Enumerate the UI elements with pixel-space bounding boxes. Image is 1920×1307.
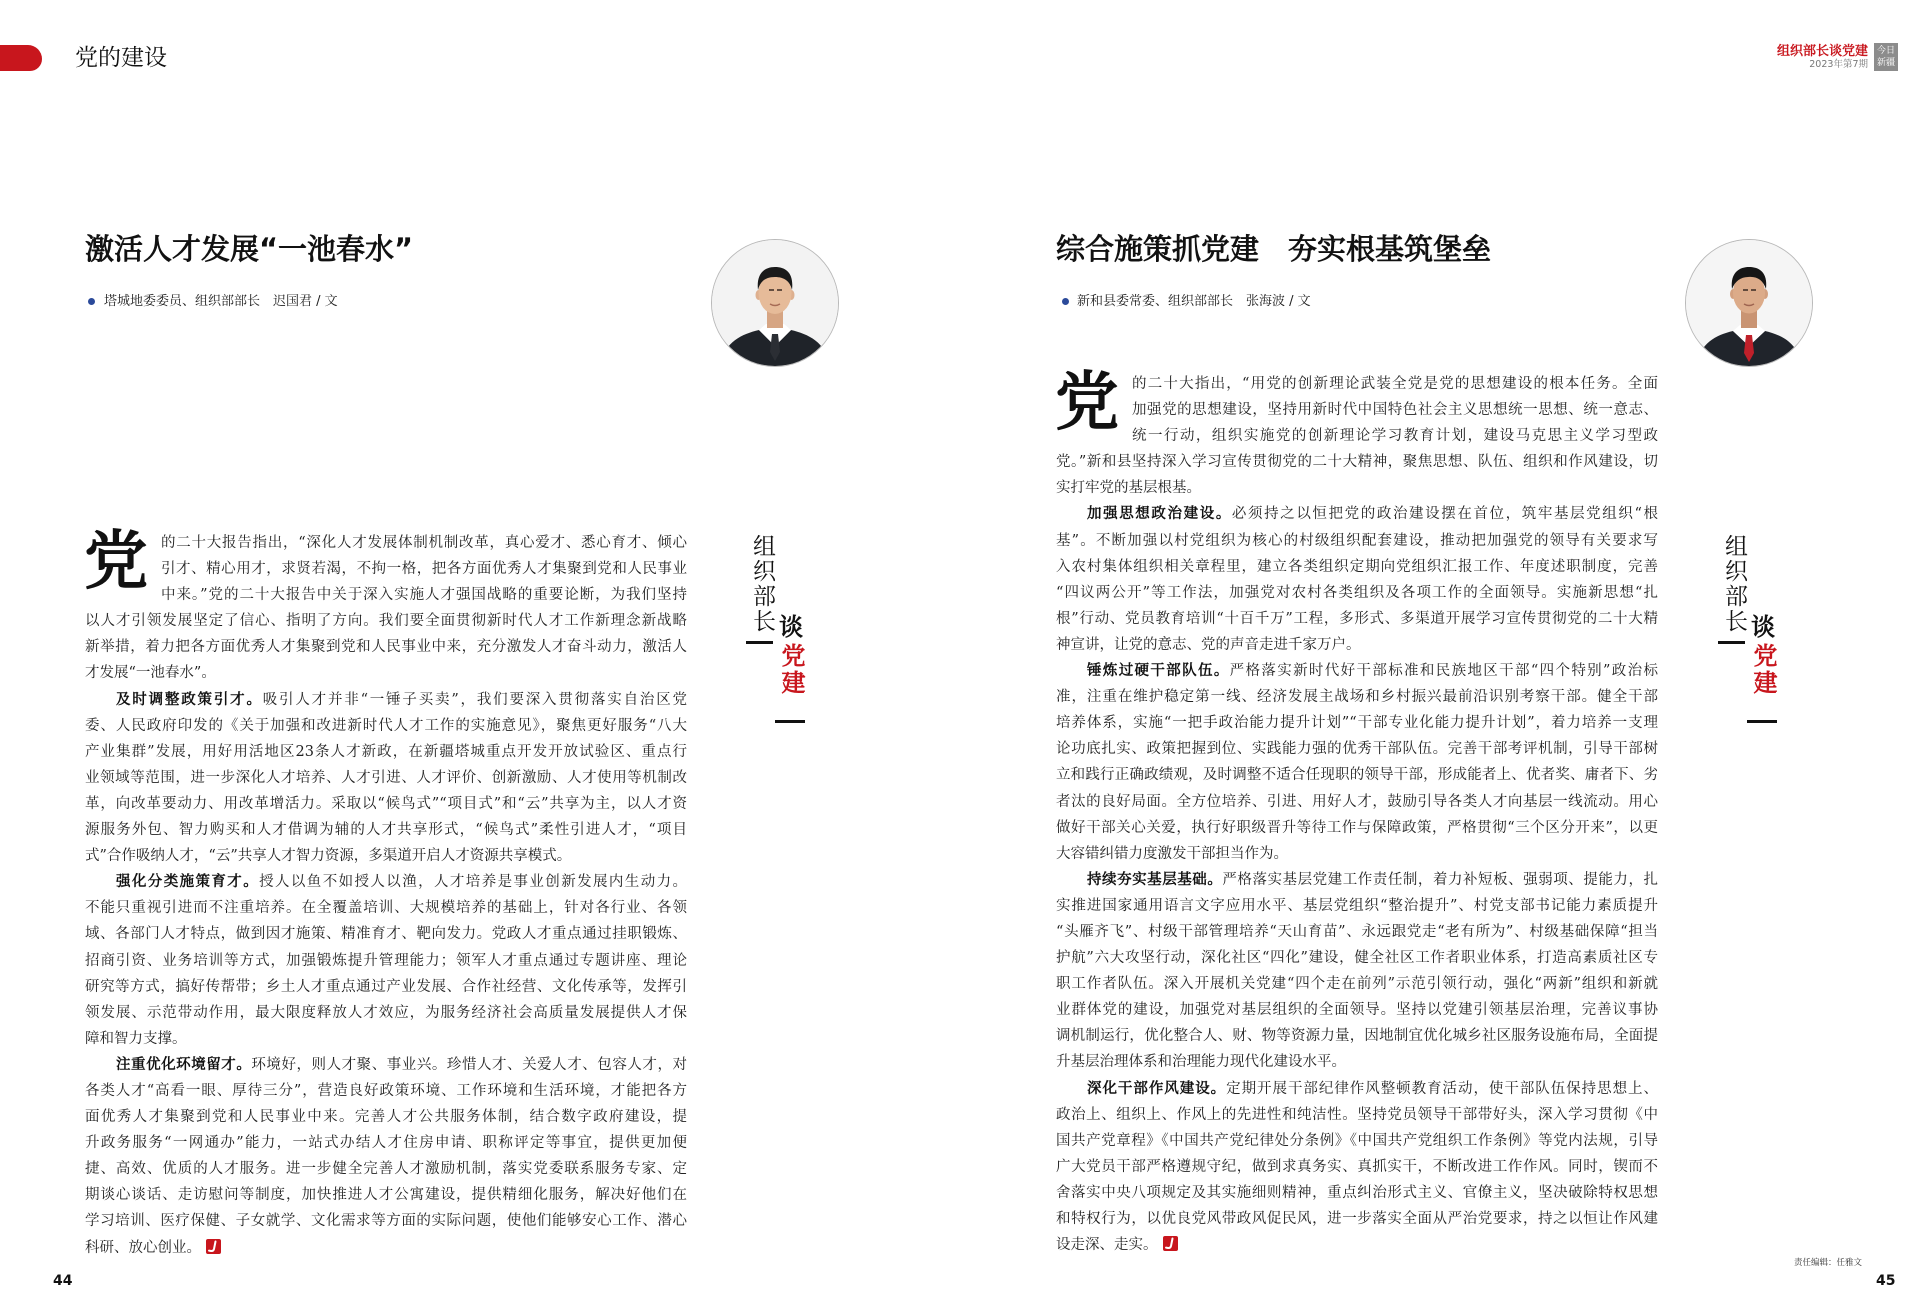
body-line: 加强党的思想建设，坚持用新时代中国特色社会主义思想统一思想、统一意志、 (1132, 402, 1658, 419)
body-line: 升政务服务“一网通办”能力，一站式办结人才住房申请、职称评定等事宜，提供更加便 (85, 1135, 687, 1152)
end-mark-icon (206, 1237, 221, 1252)
body-line: 论功底扎实、政策把握到位、实践能力强的优秀干部队伍。完善干部考评机制，引导干部树 (1056, 741, 1658, 758)
body-line: 统一行动，组织实施党的创新理论学习教育计划，建设马克思主义学习型政 (1132, 428, 1658, 445)
body-line: 护航”六大攻坚行动，深化社区“四化”建设，健全社区工作者职业体系，打造高素质社区专 (1056, 950, 1658, 967)
section-lead: 深化干部作风建设。 (1087, 1079, 1227, 1097)
body-line: 研究等方式，搞好传帮带；乡土人才重点通过产业发展、合作社经营、文化传承等，发挥引 (85, 978, 687, 995)
body-line: 准，注重在维护稳定第一线、经济发展主战场和乡村振兴最前沿识别考察干部。健全干部 (1056, 689, 1658, 706)
body-line: 障和智力支撑。 (85, 1030, 187, 1047)
column-label-red: 党建 (1749, 643, 1777, 697)
issue-number: 2023年第7期 (1809, 59, 1868, 70)
body-line: 期谈心谈话、走访慰问等制度，加快推进人才公寓建设，提供精细化服务，解决好他们在 (85, 1187, 687, 1204)
section-lead: 强化分类施策育才。 (116, 873, 260, 891)
body-line: 舍落实中央八项规定及其实施细则精神，重点纠治形式主义、官僚主义，坚决破除特权思想 (1056, 1184, 1658, 1201)
body-line: 源服务外包、智力购买和人才借调为辅的人才共享形式，“候鸟式”柔性引进人才，“项目 (85, 822, 687, 839)
body-line (85, 869, 687, 895)
article-body-left (84, 525, 688, 1261)
drop-cap: 党 (1055, 366, 1119, 440)
column-label-rule (746, 641, 773, 644)
body-line: 才发展“一池春水”。 (85, 665, 216, 682)
body-line: 国共产党章程》《中国共产党纪律处分条例》《中国共产党组织工作条例》等党内法规，引导 (1056, 1132, 1658, 1149)
body-line: 中来。”党的二十大报告中关于深入实施人才强国战略的重要论断，为我们坚持 (161, 587, 687, 604)
author-portrait-right (1685, 239, 1813, 367)
line-text: 必须持之以恒把党的政治建设摆在首位，筑牢基层党组织“根 (1231, 506, 1658, 523)
byline-left: 塔城地委委员、组织部部长 迟国君 / 文 (104, 294, 338, 309)
body-line: 党。”新和县坚持深入学习宣传贯彻党的二十大精神，聚焦思想、队伍、组织和作风建设，切 (1056, 454, 1658, 471)
column-label-vertical: 组织部长 (749, 534, 775, 634)
section-lead: 持续夯实基层基础。 (1087, 870, 1223, 888)
body-line: 调机制运行，优化整合人、财、物等资源力量，因地制宜优化城乡社区服务设施布局，全面提 (1056, 1028, 1658, 1045)
editor-credit: 责任编辑：任雅文 (1793, 1258, 1862, 1268)
body-line: 实推进国家通用语言文字应用水平、基层党组织“整治提升”、村党支部书记能力素质提升 (1056, 897, 1658, 914)
section-lead: 加强思想政治建设。 (1087, 505, 1232, 523)
author-portrait-left (711, 239, 839, 367)
byline-bullet-icon (1062, 298, 1069, 305)
section-lead: 锤炼过硬干部队伍。 (1087, 662, 1230, 680)
body-line: 招商引资、业务培训等方式，加强锻炼提升管理能力；领军人才重点通过专题讲座、理论 (85, 952, 687, 969)
body-line: 各类人才“高看一眼、厚待三分”，营造良好政策环境、工作环境和生活环境，才能把各方 (85, 1082, 687, 1099)
body-line: 职工作者队伍。深入开展机关党建“四个走在前列”示范引领行动，强化“两新”组织和新就 (1056, 976, 1658, 993)
byline-bullet-icon (88, 298, 95, 305)
body-line (1056, 501, 1658, 527)
article-title-right: 综合施策抓党建 夯实根基筑堡垒 (1056, 232, 1492, 266)
line-text: 定期开展干部纪律作风整顿教育活动，使干部队伍保持思想上、 (1226, 1080, 1658, 1097)
column-label-vertical: 组织部长 (1721, 534, 1747, 634)
body-line: 者汰的良好局面。全方位培养、引进、用好人才，鼓励引导各类人才向基层一线流动。用心 (1056, 793, 1658, 810)
body-line: 升基层治理体系和治理能力现代化建设水平。 (1056, 1054, 1346, 1071)
line-text: 科研、放心创业。 (85, 1239, 201, 1256)
body-line: 做好干部关心关爱，执行好职级晋升等待工作与保障政策，严格贯彻“三个区分开来”，以更 (1056, 819, 1658, 836)
body-line: 和特权行为，以优良党风带政风促民风，进一步落实全面从严治党要求，持之以恒让作风建 (1056, 1211, 1658, 1227)
body-line (1056, 867, 1658, 893)
body-line: 不能只重视引进而不注重培养。在全覆盖培训、大规模培养的基础上，针对各行业、各领 (85, 900, 687, 917)
body-line: 的二十大指出，“用党的创新理论武装全党是党的思想建设的根本任务。全面 (1132, 376, 1658, 392)
body-line: 革，向改革要动力、用改革增活力。采取以“候鸟式”“项目式”和“云”共享为主，以人才资 (85, 795, 687, 812)
byline-right: 新和县委常委、组织部部长 张海波 / 文 (1077, 294, 1311, 309)
body-line: 广大党员干部严格遵规守纪，做到求真务实、真抓实干，不断改进工作作风。同时，锲而不 (1056, 1158, 1658, 1175)
article-title-left: 激活人才发展“一池春水” (85, 232, 414, 266)
body-line: 大容错纠错力度激发干部担当作为。 (1056, 845, 1288, 862)
column-name: 组织部长谈党建 (1776, 44, 1868, 59)
body-line: 域、各部门人才特点，做到因才施策、精准育才、靶向发力。党政人才重点通过挂职锻炼、 (85, 926, 687, 943)
page-number-left: 44 (53, 1273, 73, 1289)
body-line: 基”。不断加强以村党组织为核心的村级组织配套建设，推动把加强党的领导有关要求写 (1056, 532, 1658, 549)
body-line (85, 1235, 687, 1261)
body-line: 业群体党的建设，加强党对基层组织的全面领导。坚持以党建引领基层治理，完善议事协 (1056, 1002, 1658, 1019)
body-line: 式”合作吸纳人才，“云”共享人才智力资源，多渠道开启人才资源共享模式。 (85, 848, 572, 865)
portrait-photo (1686, 240, 1812, 366)
section-title: 党的建设 (75, 45, 167, 71)
column-label-rule (1718, 641, 1745, 644)
body-line: 根”行动、党员教育培训“十百千万”工程，多形式、多渠道开展学习宣传贯彻党的二十大精 (1056, 610, 1658, 627)
section-lead: 及时调整政策引才。 (116, 690, 263, 708)
body-line: 产业集群”发展，用好用活地区23条人才新政，在新疆塔城重点开发开放试验区、重点行 (85, 743, 687, 760)
body-line (1056, 1232, 1658, 1258)
column-label-rule (775, 720, 805, 723)
body-line: 面优秀人才集聚到党和人民事业中来。完善人才公共服务体制，结合数字政府建设，提 (85, 1109, 687, 1126)
body-line: 业领域等范围，进一步深化人才培养、人才引进、人才评价、创新激励、人才使用等机制改 (85, 769, 687, 786)
body-line (1056, 1076, 1658, 1102)
body-line: 学习培训、医疗保健、子女就学、文化需求等方面的实际问题，使他们能够安心工作、潜心 (85, 1213, 687, 1230)
body-line: 引才、精心用才，求贤若渴，不拘一格，把各方面优秀人才集聚到党和人民事业 (161, 561, 687, 578)
running-header (1738, 44, 1868, 71)
body-line: 捷、高效、优质的人才服务。进一步健全完善人才激励机制，落实党委联系服务专家、定 (85, 1161, 687, 1178)
body-line: 政治上、组织上、作风上的先进性和纯洁性。坚持党员领导干部带好头，深入学习贯彻《中 (1056, 1106, 1658, 1123)
body-line: 入农村集体组织相关章程里，建立各类组织定期向党组织汇报工作、年度述职制度，完善 (1056, 558, 1658, 575)
body-line (1056, 658, 1658, 684)
body-line: “四议两公开”等工作法，加强党对农村各类组织及各项工作的全面领导。实施新思想“扎 (1056, 584, 1658, 601)
body-line: 委、人民政府印发的《关于加强和改进新时代人才工作的实施意见》，聚焦更好服务“八大 (85, 717, 687, 734)
portrait-photo (712, 240, 838, 366)
section-tab-marker (0, 45, 42, 71)
body-line: 以人才引领发展坚定了信心、指明了方向。我们要全面贯彻新时代人才工作新理念新战略 (85, 613, 687, 630)
end-mark-icon (1163, 1234, 1178, 1249)
column-label-rule (1747, 720, 1777, 723)
line-text: 环境好，则人才聚、事业兴。珍惜人才、关爱人才、包容人才，对 (251, 1056, 688, 1073)
body-line: 的二十大报告指出，“深化人才发展体制机制改革，真心爱才、悉心育才、倾心 (161, 535, 687, 551)
column-label-red: 党建 (777, 643, 805, 697)
body-line: 神宣讲，让党的意志、党的声音走进千家万户。 (1056, 636, 1361, 653)
line-text: 吸引人才并非“一锤子买卖”，我们要深入贯彻落实自治区党 (262, 691, 688, 708)
line-text: 严格落实新时代好干部标准和民族地区干部“四个特别”政治标 (1229, 663, 1658, 680)
body-line: 培养体系，实施“一把手政治能力提升计划”“干部专业化能力提升计划”，着力培养一支理 (1056, 715, 1658, 732)
column-label-tan: 谈 (1751, 613, 1775, 641)
article-body-right (1055, 366, 1659, 1258)
body-line: 实打牢党的基层根基。 (1056, 480, 1201, 497)
line-text: 严格落实基层党建工作责任制，着力补短板、强弱项、提能力，扎 (1222, 871, 1659, 888)
body-line: 新举措，着力把各方面优秀人才集聚到党和人民事业中来，充分激发人才奋斗动力，激活人 (85, 639, 687, 656)
line-text: 设走深、走实。 (1056, 1237, 1158, 1254)
drop-cap: 党 (84, 525, 148, 599)
body-line (85, 687, 687, 713)
body-line: 领发展、示范带动作用，最大限度释放人才效应，为服务经济社会高质量发展提供人才保 (85, 1004, 687, 1021)
page-number-right: 45 (1876, 1273, 1896, 1289)
body-line (85, 1052, 687, 1078)
line-text: 授人以鱼不如授人以渔，人才培养是事业创新发展内生动力。 (259, 874, 688, 891)
magazine-logo: 今日新疆 (1874, 43, 1898, 71)
section-lead: 注重优化环境留才。 (116, 1055, 252, 1073)
body-line: 立和践行正确政绩观，及时调整不适合任现职的领导干部，形成能者上、优者奖、庸者下、劣 (1056, 767, 1658, 784)
body-line: “头雁齐飞”、村级干部管理培养“天山育苗”、永远跟党走“老有所为”、村级基础保障“担当 (1056, 923, 1658, 940)
column-label-tan: 谈 (779, 613, 803, 641)
